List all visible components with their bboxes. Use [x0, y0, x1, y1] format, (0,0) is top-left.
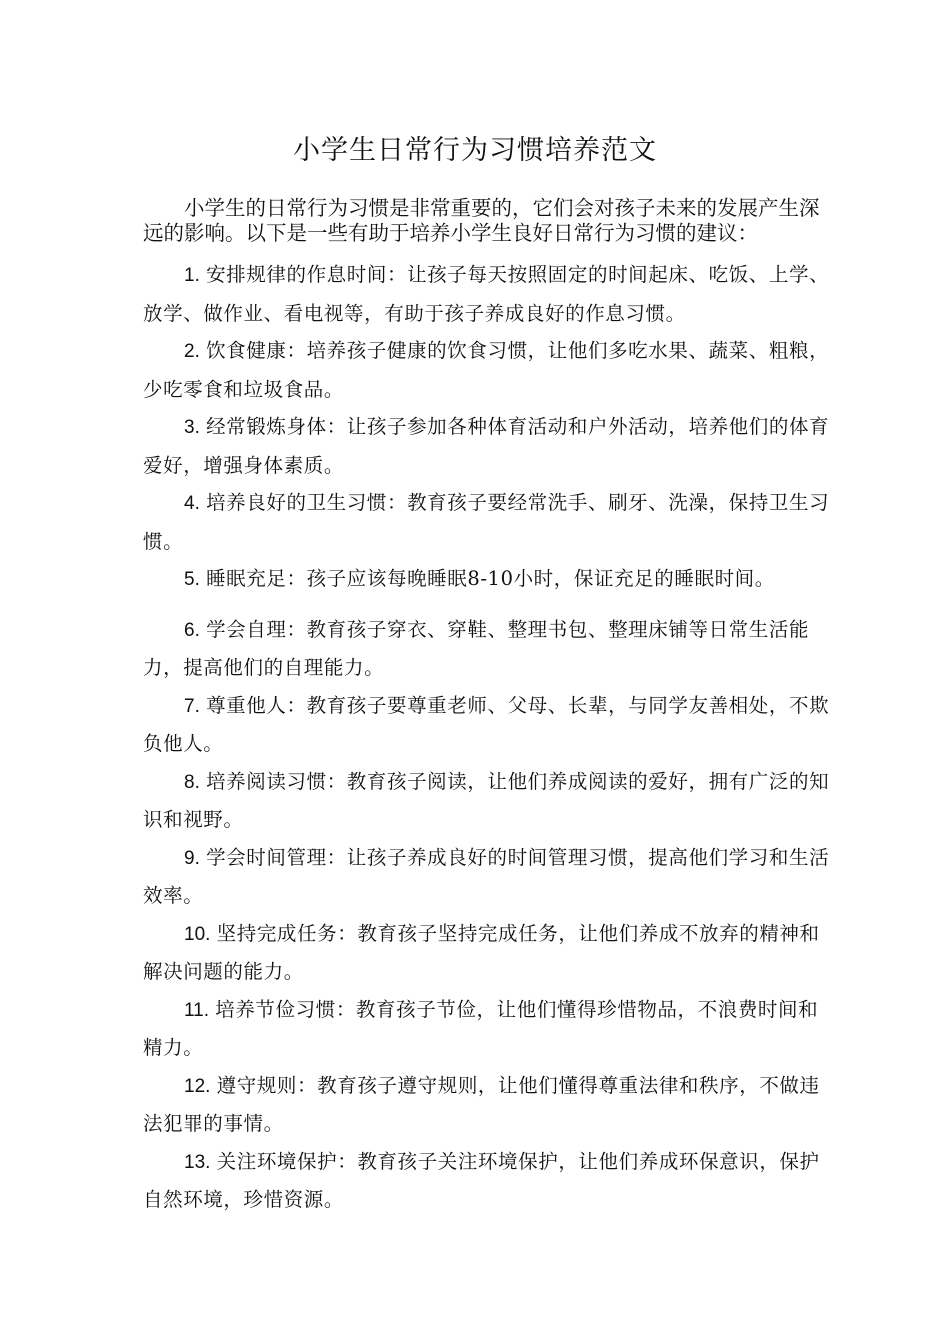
item-number: 4. [184, 493, 200, 514]
item-number: 7. [184, 695, 200, 717]
item-text: 关注环境保护：教育孩子关注环境保护，让他们养成环保意识，保护自然环境，珍惜资源。 [143, 1149, 820, 1211]
item-text: 睡眠充足：孩子应该每晚睡眠8-10小时，保证充足的睡眠时间。 [206, 567, 775, 590]
item-number: 12. [184, 1075, 211, 1097]
list-item [143, 991, 833, 1067]
item-text: 培养良好的卫生习惯：教育孩子要经常洗手、刷牙、洗澡，保持卫生习惯。 [143, 491, 830, 553]
list-item [143, 611, 833, 687]
list-item [143, 560, 833, 599]
list-item [143, 484, 833, 560]
list-item [143, 1067, 833, 1143]
list-item [143, 839, 833, 915]
list-item [143, 408, 833, 484]
item-number: 10. [184, 923, 211, 945]
item-number: 2. [184, 341, 200, 362]
item-text: 遵守规则：教育孩子遵守规则，让他们懂得尊重法律和秩序，不做违法犯罪的事情。 [143, 1073, 820, 1135]
list-item [143, 687, 833, 763]
list-item [143, 332, 833, 408]
intro-paragraph: 小学生的日常行为习惯是非常重要的，它们会对孩子未来的发展产生深远的影响。以下是一些有助于培养小学生良好日常行为习惯的建议： [143, 195, 820, 245]
item-text: 培养阅读习惯：教育孩子阅读，让他们养成阅读的爱好，拥有广泛的知识和视野。 [143, 769, 830, 831]
item-number: 9. [184, 847, 200, 869]
item-text: 坚持完成任务：教育孩子坚持完成任务，让他们养成不放弃的精神和解决问题的能力。 [143, 921, 820, 983]
item-text: 学会自理：教育孩子穿衣、穿鞋、整理书包、整理床铺等日常生活能力，提高他们的自理能力。 [143, 617, 810, 679]
item-number: 6. [184, 619, 200, 641]
item-text: 饮食健康：培养孩子健康的饮食习惯，让他们多吃水果、蔬菜、粗粮，少吃零食和垃圾食品。 [143, 339, 830, 401]
item-text: 经常锻炼身体：让孩子参加各种体育活动和户外活动，培养他们的体育爱好，增强身体素质。 [143, 415, 830, 477]
list-item [143, 763, 833, 839]
item-text: 学会时间管理：让孩子养成良好的时间管理习惯，提高他们学习和生活效率。 [143, 845, 830, 907]
item-number: 11. [184, 999, 210, 1021]
item-number: 8. [184, 771, 200, 793]
item-number: 13. [184, 1151, 211, 1173]
item-text: 培养节俭习惯：教育孩子节俭，让他们懂得珍惜物品，不浪费时间和精力。 [143, 997, 819, 1059]
list-item [143, 915, 833, 991]
document-title: 小学生日常行为习惯培养范文 [293, 135, 657, 166]
suggestion-list [143, 256, 833, 1219]
list-item [143, 256, 833, 332]
item-text: 安排规律的作息时间：让孩子每天按照固定的时间起床、吃饭、上学、放学、做作业、看电视等，有助于孩子养成良好的作息习惯。 [143, 263, 830, 325]
item-number: 5. [184, 569, 200, 590]
list-item [143, 1143, 833, 1219]
item-number: 1. [184, 265, 200, 286]
item-number: 3. [184, 417, 200, 438]
item-text: 尊重他人：教育孩子要尊重老师、父母、长辈，与同学友善相处，不欺负他人。 [143, 693, 830, 755]
